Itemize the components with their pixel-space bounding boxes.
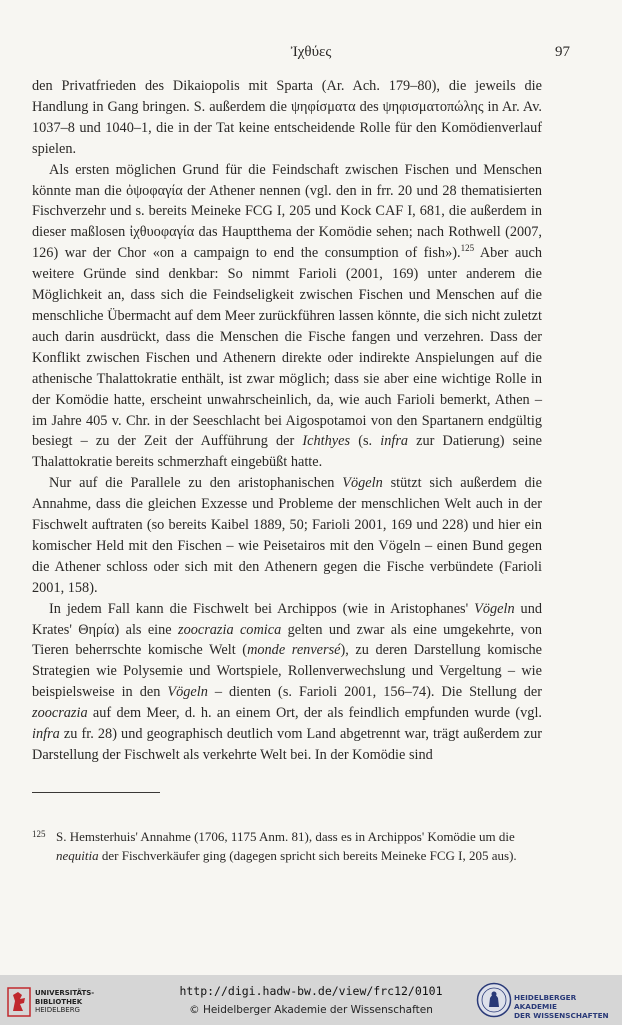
footnote-number: 125 [32, 829, 46, 839]
paragraph-4: In jedem Fall kann die Fischwelt bei Archippos (wie in Aristophanes' Vögeln und Krates' Θηρία) als eine zoocrazia comica gelten und zwar als eine umgekehrte, von Tieren beherrschte komische Welt (monde renversé), zu deren Darstellung komische Strategien wie Polysemie und Wortspiele, Rollenverwechslung und Vergeltung – wie beispielsweise in den Vögeln – dienten (s. Farioli 2001, 156–74). Die Stellung der zoocrazia auf dem Meer, d. h. an einem Ort, der als feindlich empfunden wurde (vgl. infra zu fr. 28) und geographisch deutlich vom Land abgetrennt war, trägt außerdem zur Darstellung der Fischwelt als verkehrte Welt bei. In der Komödie sind [32, 600, 542, 763]
copyright-notice: © Heidelberger Akademie der Wissenschaften [189, 1004, 433, 1016]
running-title: Ἰχθύες [290, 44, 332, 60]
footnote-divider [32, 792, 160, 793]
footnote-ref-125[interactable]: 125 [460, 243, 475, 254]
main-text [32, 76, 542, 766]
permalink-url[interactable]: http://digi.hadw-bw.de/view/frc12/0101 [179, 984, 443, 998]
paragraph-3: Nur auf die Parallele zu den aristophanischen Vögeln stützt sich außerdem die Annahme, dass die gleichen Exzesse und Probleme der menschlichen Welt auch in der Fischwelt auftraten (so bereits Kaibel 1889, 50; Farioli 2001, 169 und 228) und hier ein komischer Held mit den Fischen – wie Peisetairos mit den Vögeln – einen Bund gegen die Athener schloss oder sich mit den Athenern gegen die Fische verbündete (Farioli 2001, 158). [32, 475, 542, 596]
paragraph-1: den Privatfrieden des Dikaiopolis mit Sparta (Ar. Ach. 179–80), die jeweils die Handlung in Gang bringen. S. außerdem die ψηφίσματα des ψηφισματοπώλης in Ar. Av. 1037–8 und 1040–1, die in der Tat keine entscheidende Rolle für den Komödienverlauf spielen. [32, 78, 542, 157]
paragraph-2: Als ersten möglichen Grund für die Feindschaft zwischen Fischen und Menschen könnte man die ὀψοφαγία der Athener nennen (vgl. den in frr. 20 und 28 thematisierten Fischverzehr und s. bereits Meineke FCG I, 205 und Kock CAF I, 681, die außerdem in dieser maßlosen ἰχθυοφαγία das Hauptthema der Komödie sehen; nach Rothwell (2007, 126) war der Chor «on a campaign to end the consumption of fish»).$^{125}$ Aber auch weitere Gründe sind denkbar: So nimmt Farioli (2001, 169) unter anderem die Möglichkeit an, dass sich die Feindseligkeit zwischen Fischen und Menschen auf die menschliche Übermacht auf dem Meer zurückführen lassen könnte, die sich nicht zuletzt auch darin ausdrückt, dass die Menschen die Fische fangen und verzehren. Dass der Konflikt zwischen Fischen und Athenern direkte oder indirekte Anspielungen auf die athenische Thalattokratie enthält, ist zwar möglich; dass sie aber eine wichtige Rolle in der Komödie hatte, erscheint unwahrscheinlich, da, wie auch Farioli bemerkt, Athen – im Jahre 405 v. Chr. in der Seeschlacht bei Aigospotamoi von den Spartanern endgültig besiegt – zu der Zeit der Aufführung der Ichthyes (s. infra zur Datierung) seine Thalattokratie bereits schmerzhaft eingebüßt hatte. [32, 161, 542, 471]
viewer-footer [0, 975, 622, 1025]
footnote-text: S. Hemsterhuis' Annahme (1706, 1175 Anm. 81), dass es in Archippos' Komödie um die nequitia der Fischverkäufer ging (dagegen spricht sich bereits Meineke FCG I, 205 aus). [56, 829, 517, 863]
ub-heidelberg-logo[interactable]: UNIVERSITÄTS- BIBLIOTHEK HEIDELBERG [7, 987, 127, 1017]
hadw-logo[interactable]: HEIDELBERGER AKADEMIE DER WISSENSCHAFTEN [476, 982, 616, 1020]
academy-seal-icon [476, 982, 512, 1018]
footnote-125 [32, 828, 544, 865]
page-number: 97 [555, 44, 570, 60]
